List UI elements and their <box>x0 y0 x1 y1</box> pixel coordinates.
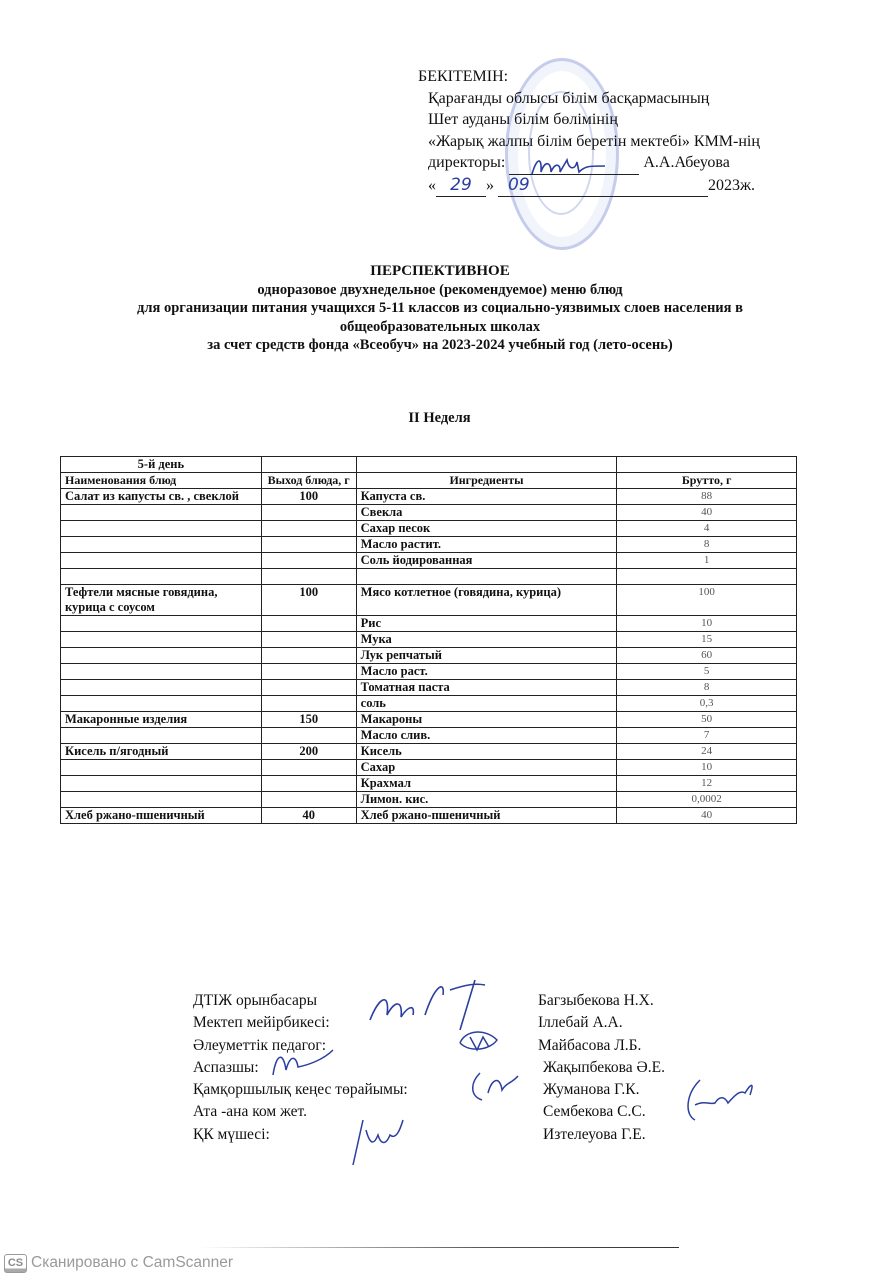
ingredient-cell: Томатная паста <box>356 680 617 696</box>
menu-table <box>60 456 797 824</box>
table-row <box>61 776 797 792</box>
director-label: директоры: <box>428 154 506 171</box>
signature-role: Мектеп мейірбикесі: <box>193 1014 330 1032</box>
yield-cell <box>261 664 356 680</box>
gross-weight-cell: 10 <box>617 616 797 632</box>
signature-role: Әлеуметтік педагог: <box>193 1036 327 1054</box>
signature-role: Аспазшы: <box>193 1058 259 1076</box>
ingredient-cell: Хлеб ржано-пшеничный <box>356 808 617 824</box>
dish-name-cell: Тефтели мясные говядина, курица с соусом <box>61 585 262 616</box>
signature-scribble-icon <box>348 1115 408 1170</box>
gross-weight-cell: 12 <box>617 776 797 792</box>
dish-name-cell <box>61 569 262 585</box>
approval-date-line <box>418 175 838 198</box>
dish-name-cell <box>61 632 262 648</box>
table-row <box>61 808 797 824</box>
table-row <box>61 632 797 648</box>
dish-name-cell <box>61 680 262 696</box>
approval-line-2: Шет ауданы білім бөлімінің <box>428 111 618 128</box>
yield-cell <box>261 553 356 569</box>
signature-name: Іллебай А.А. <box>538 1014 623 1032</box>
quote-open: « <box>428 176 436 194</box>
day-row <box>61 457 797 473</box>
yield-cell: 100 <box>261 585 356 616</box>
dish-name-cell <box>61 664 262 680</box>
signature-role: ҚК мүшесі: <box>193 1125 270 1143</box>
table-row <box>61 553 797 569</box>
table-row <box>61 537 797 553</box>
yield-cell: 200 <box>261 744 356 760</box>
ingredient-cell <box>356 569 617 585</box>
document-title <box>40 262 840 355</box>
dish-name-cell <box>61 760 262 776</box>
signature-role: ДТІЖ орынбасары <box>193 992 318 1009</box>
empty-cell <box>356 457 617 473</box>
ingredient-cell: Свекла <box>356 505 617 521</box>
signature-scribble-icon <box>680 1075 760 1125</box>
gross-weight-cell: 5 <box>617 664 797 680</box>
ingredient-cell: Масло слив. <box>356 728 617 744</box>
title-line-3: для организации питания учащихся 5-11 классов из социально-уязвимых слоев населения в <box>137 300 743 316</box>
camscanner-logo-icon: CS <box>4 1254 27 1273</box>
approval-line-3: «Жарық жалпы білім беретін мектебі» КММ-нің <box>428 132 760 150</box>
yield-cell <box>261 569 356 585</box>
dish-name-cell <box>61 696 262 712</box>
ingredient-cell: Макароны <box>356 712 617 728</box>
signature-role: Ата -ана ком жет. <box>193 1103 307 1121</box>
director-line <box>418 152 838 175</box>
table-row <box>61 505 797 521</box>
gross-weight-cell: 4 <box>617 521 797 537</box>
dish-name-cell <box>61 792 262 808</box>
ingredient-cell: Кисель <box>356 744 617 760</box>
ingredient-cell: Масло раст. <box>356 664 617 680</box>
table-row <box>61 569 797 585</box>
table-row <box>61 616 797 632</box>
signature-scribble-icon <box>268 1045 338 1080</box>
dish-name-cell <box>61 728 262 744</box>
date-month: 09 <box>498 175 708 198</box>
dish-name-cell <box>61 553 262 569</box>
table-row <box>61 760 797 776</box>
gross-weight-cell: 0,3 <box>617 696 797 712</box>
empty-cell <box>261 457 356 473</box>
ingredient-cell: Соль йодированная <box>356 553 617 569</box>
week-label: II Неделя <box>408 410 471 426</box>
dish-name-cell <box>61 648 262 664</box>
signature-scribble-icon <box>455 1025 505 1060</box>
gross-weight-cell: 40 <box>617 505 797 521</box>
table-row <box>61 744 797 760</box>
signature-name: Изтелеуова Г.Е. <box>543 1125 646 1143</box>
signature-scribble-icon <box>365 975 515 1030</box>
director-signature-icon <box>527 152 607 182</box>
gross-weight-cell: 40 <box>617 808 797 824</box>
header-gross: Брутто, г <box>617 473 797 489</box>
yield-cell <box>261 616 356 632</box>
ingredient-cell: Крахмал <box>356 776 617 792</box>
gross-weight-cell: 1 <box>617 553 797 569</box>
table-row <box>61 680 797 696</box>
ingredient-cell: Сахар <box>356 760 617 776</box>
approval-line-1: Қарағанды облысы білім басқармасының <box>428 89 710 107</box>
yield-cell <box>261 648 356 664</box>
approval-heading: БЕКІТЕМІН: <box>418 68 509 85</box>
gross-weight-cell: 8 <box>617 537 797 553</box>
quote-close: » <box>486 176 494 194</box>
dish-name-cell <box>61 776 262 792</box>
signature-name: Багзыбекова Н.Х. <box>538 992 654 1009</box>
ingredient-cell: Мука <box>356 632 617 648</box>
table-row <box>61 521 797 537</box>
yield-cell <box>261 632 356 648</box>
gross-weight-cell: 88 <box>617 489 797 505</box>
signature-row <box>193 1124 813 1146</box>
title-line-2: одноразовое двухнедельное (рекомендуемое) меню блюд <box>257 281 623 298</box>
table-row <box>61 728 797 744</box>
table-row <box>61 712 797 728</box>
yield-cell <box>261 696 356 712</box>
yield-cell <box>261 792 356 808</box>
gross-weight-cell: 8 <box>617 680 797 696</box>
dish-name-cell: Кисель п/ягодный <box>61 744 262 760</box>
ingredient-cell: Лимон. кис. <box>356 792 617 808</box>
gross-weight-cell: 24 <box>617 744 797 760</box>
header-yield: Выход блюда, г <box>261 473 356 489</box>
dish-name-cell: Хлеб ржано-пшеничный <box>61 808 262 824</box>
title-line-4: общеобразовательных школах <box>339 318 541 335</box>
table-row <box>61 489 797 505</box>
header-dish: Наименования блюд <box>61 473 262 489</box>
ingredient-cell: Масло растит. <box>356 537 617 553</box>
director-name: А.А.Абеуова <box>643 154 730 171</box>
signature-scribble-icon <box>470 1068 525 1103</box>
dish-name-cell: Салат из капусты св. , свеклой <box>61 489 262 505</box>
gross-weight-cell: 10 <box>617 760 797 776</box>
ingredient-cell: Лук репчатый <box>356 648 617 664</box>
yield-cell <box>261 680 356 696</box>
yield-cell <box>261 505 356 521</box>
approval-block <box>418 66 838 197</box>
yield-cell <box>261 521 356 537</box>
yield-cell <box>261 728 356 744</box>
yield-cell <box>261 760 356 776</box>
gross-weight-cell <box>617 569 797 585</box>
day-label: 5-й день <box>61 457 262 473</box>
dish-name-cell: Макаронные изделия <box>61 712 262 728</box>
header-ingredients: Ингредиенты <box>356 473 617 489</box>
signature-name: Сембекова С.С. <box>543 1103 646 1121</box>
empty-cell <box>617 457 797 473</box>
gross-weight-cell: 7 <box>617 728 797 744</box>
date-year: 2023ж. <box>708 176 756 194</box>
table-row <box>61 664 797 680</box>
camscanner-watermark <box>4 1253 233 1273</box>
ingredient-cell: соль <box>356 696 617 712</box>
dish-name-cell <box>61 521 262 537</box>
gross-weight-cell: 0,0002 <box>617 792 797 808</box>
ingredient-cell: Рис <box>356 616 617 632</box>
table-row <box>61 792 797 808</box>
title-main: ПЕРСПЕКТИВНОЕ <box>370 263 510 279</box>
table-row <box>61 585 797 616</box>
ingredient-cell: Мясо котлетное (говядина, курица) <box>356 585 617 616</box>
header-row <box>61 473 797 489</box>
table-row <box>61 696 797 712</box>
footer-rule <box>200 1247 679 1248</box>
camscanner-text: Сканировано с CamScanner <box>31 1254 234 1271</box>
title-line-5: за счет средств фонда «Всеобуч» на 2023-2024 учебный год (лето-осень) <box>207 337 673 353</box>
signature-name: Майбасова Л.Б. <box>538 1036 642 1054</box>
signature-role: Қамқоршылық кеңес төрайымы: <box>193 1081 408 1099</box>
gross-weight-cell: 60 <box>617 648 797 664</box>
yield-cell <box>261 537 356 553</box>
gross-weight-cell: 100 <box>617 585 797 616</box>
gross-weight-cell: 15 <box>617 632 797 648</box>
signature-name: Жақыпбекова Ә.Е. <box>543 1058 665 1076</box>
date-day: 29 <box>436 175 486 198</box>
dish-name-cell <box>61 505 262 521</box>
signature-name: Жуманова Г.К. <box>543 1081 640 1099</box>
gross-weight-cell: 50 <box>617 712 797 728</box>
dish-name-cell <box>61 537 262 553</box>
yield-cell: 40 <box>261 808 356 824</box>
yield-cell <box>261 776 356 792</box>
table-row <box>61 648 797 664</box>
ingredient-cell: Капуста св. <box>356 489 617 505</box>
ingredient-cell: Сахар песок <box>356 521 617 537</box>
yield-cell: 100 <box>261 489 356 505</box>
dish-name-cell <box>61 616 262 632</box>
yield-cell: 150 <box>261 712 356 728</box>
